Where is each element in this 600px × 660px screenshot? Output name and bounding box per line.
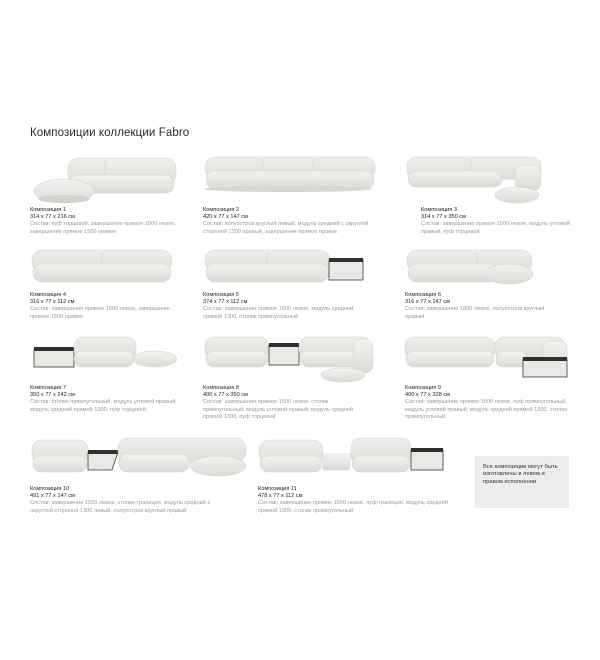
- sofa-image-composition-1: [30, 155, 180, 205]
- sofa-image-composition-8: [203, 333, 378, 383]
- caption-composition-9: [405, 385, 570, 421]
- composition-description: Состав: столик прямоугольный, модуль угловой правый, модуль средний прямой 1300, пуф торцевой: [30, 399, 177, 413]
- sofa-image-composition-2: [203, 155, 378, 195]
- composition-description: Состав: завершение прямое 1500 левое, модуль угловой правый, пуф торцевой: [421, 221, 571, 235]
- sofa-image-composition-9: [403, 333, 573, 383]
- composition-description: Состав: завершение прямое 1500 левое, пуф-трапеция, модуль средний прямой 1300, столик прямоугольный: [258, 500, 448, 514]
- composition-dimensions: 491 x 77 x 147 см: [30, 493, 75, 500]
- caption-composition-5: [203, 292, 368, 321]
- composition-description: Состав: пуф торцевой, завершение прямое 1500 левое, завершение прямое 1500 правое: [30, 221, 176, 235]
- composition-dimensions: 316 x 77 x 147 см: [405, 299, 450, 306]
- composition-dimensions: 478 x 77 x 112 см: [258, 493, 303, 500]
- caption-composition-1: [30, 207, 190, 236]
- composition-dimensions: 316 x 77 x 112 см: [30, 299, 75, 306]
- caption-composition-2: [203, 207, 388, 236]
- composition-name: Композиция 4: [30, 292, 67, 298]
- composition-dimensions: 314 x 77 x 216 см: [30, 214, 75, 221]
- caption-composition-10: [30, 486, 230, 515]
- caption-composition-7: [30, 385, 195, 414]
- sofa-image-composition-3: [405, 155, 545, 205]
- composition-description: Состав: завершение 1500 левое, столик-трапеция, модуль средний с округлой стороной 1300 левый, полуостров круглый правый: [30, 500, 211, 514]
- composition-description: Состав: завершение прямое 1500 левое, завершение прямое 1500 правое: [30, 306, 170, 320]
- composition-description: Состав: завершение 1800 левое, полуостров круглый правый: [405, 306, 545, 320]
- sofa-image-composition-4: [30, 248, 175, 288]
- composition-name: Композиция 1: [30, 207, 67, 213]
- orientation-note: Все композиции могут быть изготовлены в левом и правом исполнении: [475, 456, 569, 508]
- caption-composition-6: [405, 292, 555, 321]
- composition-description: Состав: полуостров круглый левый, модуль средний с округлой стороной 1300 правый, завершение прямое правое: [203, 221, 369, 235]
- sofa-image-composition-7: [30, 333, 180, 373]
- composition-dimensions: 350 x 77 x 242 см: [30, 392, 75, 399]
- sofa-image-composition-10: [30, 436, 250, 480]
- caption-composition-11: [258, 486, 448, 515]
- sofa-image-composition-6: [405, 248, 535, 288]
- composition-description: Состав: завершение прямое 1500 левое, пуф прямоугольный, модуль угловой правый, модуль средний прямой 1300, столик прямоугольный: [405, 399, 567, 420]
- composition-name: Композиция 3: [421, 207, 458, 213]
- composition-name: Композиция 8: [203, 385, 240, 391]
- composition-dimensions: 314 x 77 x 350 см: [421, 214, 466, 221]
- composition-dimensions: 420 x 77 x 147 см: [203, 214, 248, 221]
- caption-composition-8: [203, 385, 368, 421]
- composition-dimensions: 374 x 77 x 112 см: [203, 299, 248, 306]
- caption-composition-4: [30, 292, 180, 321]
- caption-composition-3: [421, 207, 571, 236]
- composition-name: Композиция 5: [203, 292, 240, 298]
- composition-name: Композиция 11: [258, 486, 297, 492]
- composition-description: Состав: завершение прямое 1500 левое, модуль средний прямой 1300, столик прямоугольный: [203, 306, 354, 320]
- composition-dimensions: 400 x 77 x 328 см: [405, 392, 450, 399]
- composition-name: Композиция 2: [203, 207, 240, 213]
- composition-dimensions: 400 x 77 x 350 см: [203, 392, 248, 399]
- sofa-image-composition-11: [257, 436, 447, 480]
- composition-name: Композиция 7: [30, 385, 67, 391]
- page-title: Композиции коллекции Fabro: [30, 127, 190, 139]
- composition-name: Композиция 10: [30, 486, 70, 492]
- sofa-image-composition-5: [203, 248, 368, 288]
- composition-name: Композиция 6: [405, 292, 442, 298]
- composition-description: Состав: завершение прямое 1500 левое, столик прямоугольный, модуль угловой правый, модуль средний прямой 1300, пуф торцевой: [203, 399, 354, 420]
- composition-name: Композиция 9: [405, 385, 442, 391]
